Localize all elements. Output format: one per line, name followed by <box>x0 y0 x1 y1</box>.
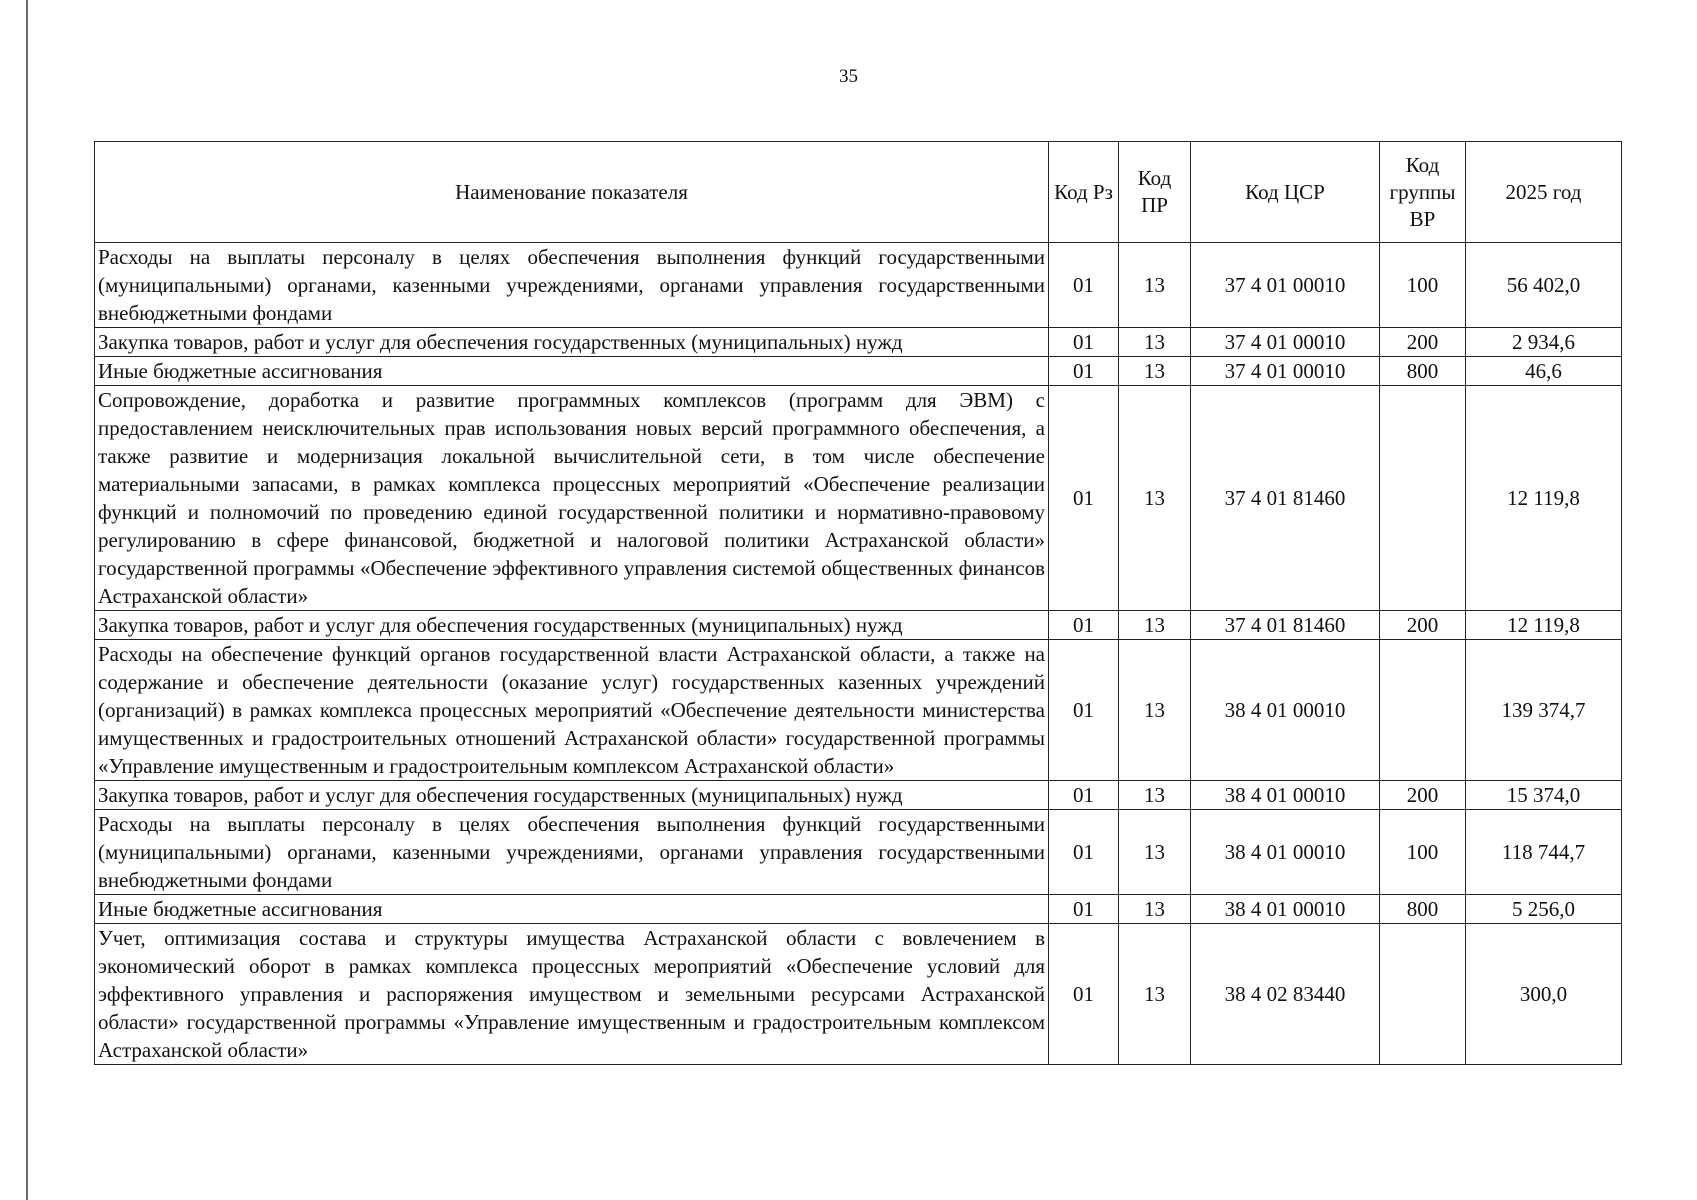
row-amount: 12 119,8 <box>1466 611 1622 640</box>
row-amount: 5 256,0 <box>1466 895 1622 924</box>
row-vr <box>1380 924 1466 1065</box>
row-csr: 38 4 02 83440 <box>1191 924 1380 1065</box>
row-pr: 13 <box>1119 357 1191 386</box>
row-name: Иные бюджетные ассигнования <box>95 895 1049 924</box>
row-name: Закупка товаров, работ и услуг для обеспечения государственных (муниципальных) нужд <box>95 328 1049 357</box>
row-name: Закупка товаров, работ и услуг для обеспечения государственных (муниципальных) нужд <box>95 611 1049 640</box>
page-number: 35 <box>839 66 858 87</box>
row-name: Расходы на обеспечение функций органов государственной власти Астраханской области, а также на содержание и обеспечение деятельности (оказание услуг) государственных казенных учреждений (организаций) в рамках комплекса процессных мероприятий «Обеспечение деятельности министерства имущественных и градостроительных отношений Астраханской области» государственной программы «Управление имущественным и градостроительным комплексом Астраханской области» <box>95 640 1049 781</box>
row-rz: 01 <box>1049 611 1119 640</box>
row-vr: 200 <box>1380 328 1466 357</box>
table-row <box>95 924 1622 1065</box>
row-amount: 12 119,8 <box>1466 386 1622 611</box>
row-csr: 38 4 01 00010 <box>1191 810 1380 895</box>
header-csr: Код ЦСР <box>1191 142 1380 243</box>
row-amount: 15 374,0 <box>1466 781 1622 810</box>
header-vr: Код группы ВР <box>1380 142 1466 243</box>
row-rz: 01 <box>1049 386 1119 611</box>
binding-line <box>26 0 28 1200</box>
header-rz: Код Рз <box>1049 142 1119 243</box>
row-vr: 200 <box>1380 781 1466 810</box>
row-rz: 01 <box>1049 810 1119 895</box>
row-pr: 13 <box>1119 810 1191 895</box>
table-row <box>95 810 1622 895</box>
row-csr: 37 4 01 00010 <box>1191 328 1380 357</box>
header-year: 2025 год <box>1466 142 1622 243</box>
row-csr: 37 4 01 00010 <box>1191 243 1380 328</box>
row-csr: 37 4 01 81460 <box>1191 386 1380 611</box>
row-amount: 118 744,7 <box>1466 810 1622 895</box>
row-pr: 13 <box>1119 781 1191 810</box>
table-row <box>95 243 1622 328</box>
row-vr: 800 <box>1380 357 1466 386</box>
table-row <box>95 386 1622 611</box>
row-amount: 56 402,0 <box>1466 243 1622 328</box>
row-name: Сопровождение, доработка и развитие программных комплексов (программ для ЭВМ) с предоставлением неисключительных прав использования новых версий программного обеспечения, а также развитие и модернизация локальной вычислительной сети, в том числе обеспечение материальными запасами, в рамках комплекса процессных мероприятий «Обеспечение реализации функций и полномочий по проведению единой государственной политики и нормативно-правовому регулированию в сфере финансовой, бюджетной и налоговой политики Астраханской области» государственной программы «Обеспечение эффективного управления системой общественных финансов Астраханской области» <box>95 386 1049 611</box>
row-amount: 300,0 <box>1466 924 1622 1065</box>
row-vr: 800 <box>1380 895 1466 924</box>
row-csr: 37 4 01 00010 <box>1191 357 1380 386</box>
row-amount: 46,6 <box>1466 357 1622 386</box>
table-header-row <box>95 142 1622 243</box>
row-name: Учет, оптимизация состава и структуры имущества Астраханской области с вовлечением в экономический оборот в рамках комплекса процессных мероприятий «Обеспечение условий для эффективного управления и распоряжения имуществом и земельными ресурсами Астраханской области» государственной программы «Управление имущественным и градостроительным комплексом Астраханской области» <box>95 924 1049 1065</box>
row-rz: 01 <box>1049 781 1119 810</box>
row-pr: 13 <box>1119 243 1191 328</box>
table-row <box>95 357 1622 386</box>
row-rz: 01 <box>1049 357 1119 386</box>
row-csr: 38 4 01 00010 <box>1191 895 1380 924</box>
row-name: Закупка товаров, работ и услуг для обеспечения государственных (муниципальных) нужд <box>95 781 1049 810</box>
row-pr: 13 <box>1119 386 1191 611</box>
table-row <box>95 781 1622 810</box>
table-row <box>95 611 1622 640</box>
row-rz: 01 <box>1049 924 1119 1065</box>
row-pr: 13 <box>1119 895 1191 924</box>
row-rz: 01 <box>1049 640 1119 781</box>
table-row <box>95 328 1622 357</box>
row-rz: 01 <box>1049 328 1119 357</box>
budget-table <box>94 141 1622 1065</box>
row-csr: 38 4 01 00010 <box>1191 640 1380 781</box>
row-pr: 13 <box>1119 611 1191 640</box>
row-vr: 200 <box>1380 611 1466 640</box>
header-name: Наименование показателя <box>95 142 1049 243</box>
row-name: Иные бюджетные ассигнования <box>95 357 1049 386</box>
row-csr: 38 4 01 00010 <box>1191 781 1380 810</box>
row-rz: 01 <box>1049 895 1119 924</box>
row-name: Расходы на выплаты персоналу в целях обеспечения выполнения функций государственными (муниципальными) органами, казенными учреждениями, органами управления государственными внебюджетными фондами <box>95 243 1049 328</box>
table-row <box>95 640 1622 781</box>
row-vr <box>1380 640 1466 781</box>
row-name: Расходы на выплаты персоналу в целях обеспечения выполнения функций государственными (муниципальными) органами, казенными учреждениями, органами управления государственными внебюджетными фондами <box>95 810 1049 895</box>
row-rz: 01 <box>1049 243 1119 328</box>
row-vr: 100 <box>1380 810 1466 895</box>
row-pr: 13 <box>1119 640 1191 781</box>
row-pr: 13 <box>1119 328 1191 357</box>
row-pr: 13 <box>1119 924 1191 1065</box>
row-amount: 2 934,6 <box>1466 328 1622 357</box>
header-pr: Код ПР <box>1119 142 1191 243</box>
row-vr: 100 <box>1380 243 1466 328</box>
row-vr <box>1380 386 1466 611</box>
row-csr: 37 4 01 81460 <box>1191 611 1380 640</box>
table-row <box>95 895 1622 924</box>
row-amount: 139 374,7 <box>1466 640 1622 781</box>
